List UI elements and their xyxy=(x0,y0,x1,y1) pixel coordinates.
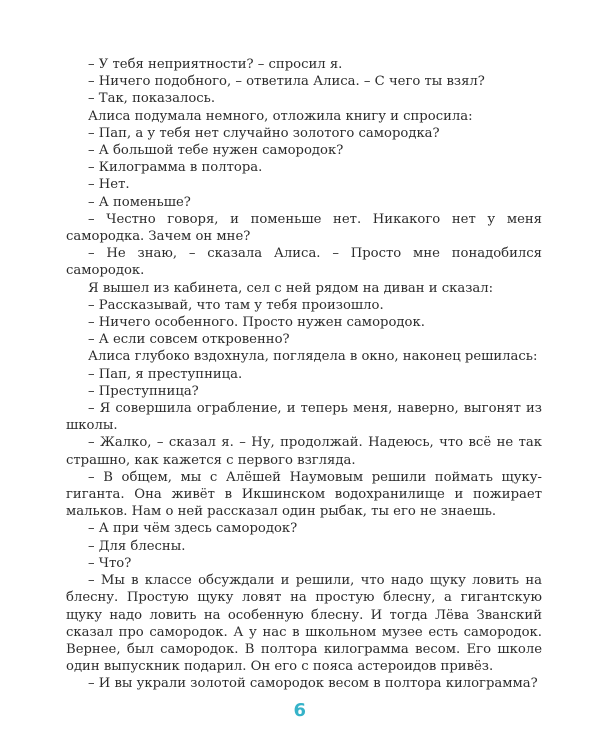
paragraph: Я вышел из кабинета, сел с ней рядом на диван и сказал: xyxy=(88,280,494,296)
paragraph: – А большой тебе нужен самородок? xyxy=(88,143,344,159)
paragraph: – Жалко, – сказал я. – Ну, продолжай. Надеюсь, что всё не так страшно, как кажется с первого взгляда. xyxy=(66,435,542,468)
document-body xyxy=(66,56,542,693)
paragraph: – Мы в классе обсуждали и решили, что надо щуку ловить на блесну. Простую щуку ловят на простую блесну, а гигантскую щуку надо ловить на особенную блесну. И тогда Лёва Званский сказал про самородок. А у нас в школьном музее есть самородок. Вернее, был самородок. В полтора килограмма весом. Его школе один выпускник подарил. Он его с пояса астероидов привёз. xyxy=(66,573,542,675)
paragraph: – Нет. xyxy=(88,177,130,193)
paragraph: – Для блесны. xyxy=(88,538,186,554)
paragraph: Алиса глубоко вздохнула, поглядела в окно, наконец решилась: xyxy=(88,349,538,365)
paragraph: – Рассказывай, что там у тебя произошло. xyxy=(88,297,384,313)
paragraph: – У тебя неприятности? – спросил я. xyxy=(88,57,343,72)
paragraph: – В общем, мы с Алёшей Наумовым решили поймать щуку-гиганта. Она живёт в Икшинском водохранилище и пожирает мальков. Нам о ней рассказал один рыбак, ты его не знаешь. xyxy=(66,469,542,520)
paragraph: – Не знаю, – сказала Алиса. – Просто мне понадобился самородок. xyxy=(66,246,542,279)
paragraph: – Честно говоря, и поменьше нет. Никакого нет у меня самородка. Зачем он мне? xyxy=(66,211,542,245)
paragraph: – Ничего особенного. Просто нужен самородок. xyxy=(88,315,425,331)
paragraph: – Преступница? xyxy=(88,383,199,399)
paragraph: – Килограмма в полтора. xyxy=(88,160,263,176)
paragraph: – И вы украли золотой самородок весом в полтора килограмма? xyxy=(88,676,538,692)
paragraph: – А при чём здесь самородок? xyxy=(88,521,298,537)
paragraph: – А поменьше? xyxy=(88,194,191,210)
paragraph: – Так, показалось. xyxy=(88,91,216,107)
paragraph: – Я совершила ограбление, и теперь меня, наверно, выгонят из школы. xyxy=(66,401,542,434)
paragraph: – Ничего подобного, – ответила Алиса. – С чего ты взял? xyxy=(88,74,485,90)
paragraph: – Пап, а у тебя нет случайно золотого самородка? xyxy=(88,125,440,141)
paragraph: Алиса подумала немного, отложила книгу и спросила: xyxy=(88,108,473,124)
paragraph: – А если совсем откровенно? xyxy=(88,332,290,348)
paragraph: – Что? xyxy=(88,555,132,571)
paragraph: – Пап, я преступница. xyxy=(88,366,243,382)
page-number: 6 xyxy=(293,700,307,721)
